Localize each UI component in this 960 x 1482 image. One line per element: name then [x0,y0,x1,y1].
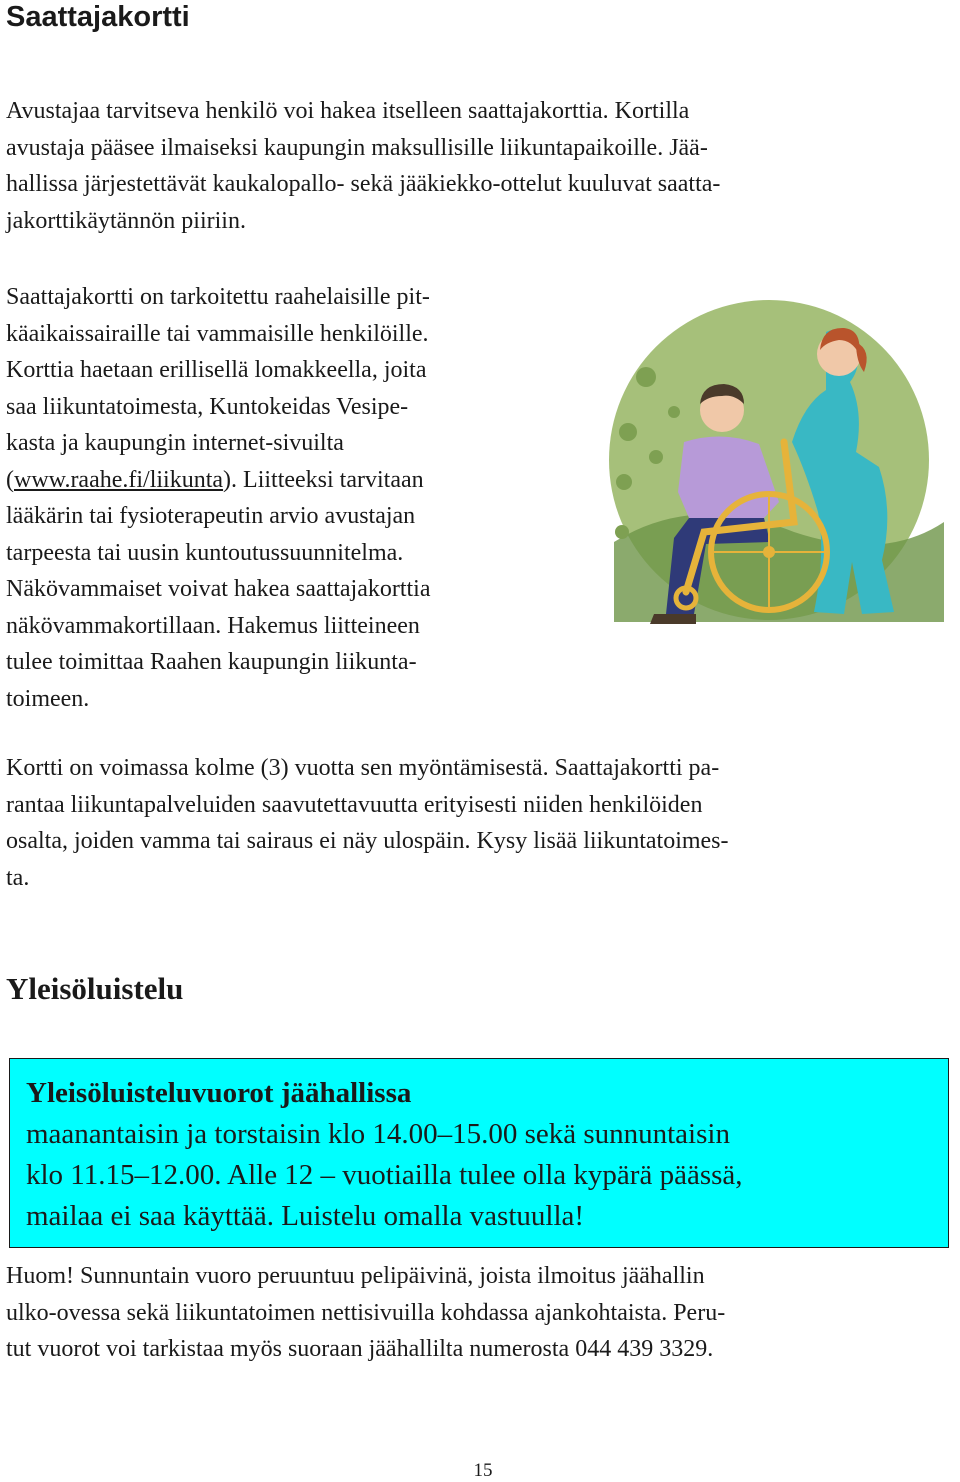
text-line: tarpeesta tai uusin kuntoutussuunnitelma. [6,539,404,566]
link-suffix: ). Liitteeksi tarvitaan [223,466,424,493]
link-prefix: ( [6,466,14,493]
dot [615,525,629,539]
text-line: Korttia haetaan erillisellä lomakkeella, joita [6,357,427,383]
dot [636,367,656,387]
paragraph-note [6,1258,725,1368]
text-line: ulko-ovessa sekä liikuntatoimen nettisivuilla kohdassa ajankohtaista. Peru- [6,1299,726,1326]
text-line-with-link [6,462,431,499]
skating-schedule-content [26,1073,743,1237]
paragraph-validity [6,750,729,896]
text-line: tut vuorot voi tarkistaa myös suoraan jäähallilta numerosta 044 439 3329. [6,1336,714,1362]
text-line: klo 11.15–12.00. Alle 12 – vuotiailla tulee olla kypärä päässä, [26,1159,743,1191]
text-line: kasta ja kaupungin internet-sivuilta [6,430,344,456]
dot [668,406,680,418]
dot [649,450,663,464]
text-line: osalta, joiden vamma tai sairaus ei näy ulospäin. Kysy lisää liikuntatoimes- [6,828,729,854]
paragraph-intro [6,93,720,239]
wheelchair-assistance-illustration [594,292,960,658]
text-line: Kortti on voimassa kolme (3) vuotta sen myöntämisestä. Saattajakortti pa- [6,755,720,781]
text-line: toimeen. [6,685,90,712]
patient-shoe [650,614,696,624]
skating-schedule-title: Yleisöluisteluvuorot jäähallissa [26,1077,412,1109]
text-line: Saattajakortti on tarkoitettu raahelaisille pit- [6,284,430,310]
text-line: jakorttikäytännön piiriin. [6,207,246,234]
skating-schedule-box [9,1058,949,1248]
text-line: hallissa järjestettävät kaukalopallo- sekä jääkiekko-ottelut kuuluvat saatta- [6,171,721,197]
text-line: näkövammakortillaan. Hakemus liitteineen [6,612,420,639]
text-line: maanantaisin ja torstaisin klo 14.00–15.00 sekä sunnuntaisin [26,1118,730,1150]
liikunta-website-link[interactable]: www.raahe.fi/liikunta [14,466,224,493]
paragraph-eligibility [6,279,431,717]
dot [619,423,637,441]
section-title-yleisoluistelu: Yleisöluistelu [6,971,184,1006]
text-line: Avustajaa tarvitseva henkilö voi hakea itselleen saattajakorttia. Kortilla [6,98,690,124]
text-line: lääkärin tai fysioterapeutin arvio avustajan [6,503,416,529]
text-line: Huom! Sunnuntain vuoro peruuntuu pelipäivinä, joista ilmoitus jäähallin [6,1263,705,1289]
section-title-saattajakortti: Saattajakortti [6,1,190,33]
text-line: avustaja pääsee ilmaiseksi kaupungin maksullisille liikuntapaikoille. Jää- [6,134,708,161]
text-line: mailaa ei saa käyttää. Luistelu omalla vastuulla! [26,1200,585,1232]
text-line: tulee toimittaa Raahen kaupungin liikunta- [6,649,417,675]
text-line: Näkövammaiset voivat hakea saattajakorttia [6,576,431,602]
text-line: rantaa liikuntapalveluiden saavutettavuutta erityisesti niiden henkilöiden [6,791,703,818]
text-line: käaikaissairaille tai vammaisille henkilöille. [6,320,429,347]
text-line: saa liikuntatoimesta, Kuntokeidas Vesipe- [6,393,409,420]
dot [616,474,632,490]
page-number: 15 [473,1460,493,1481]
text-line: ta. [6,864,30,891]
